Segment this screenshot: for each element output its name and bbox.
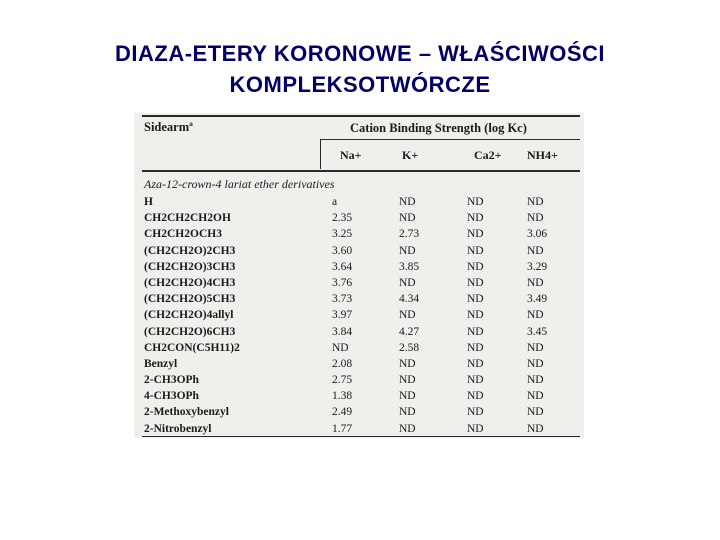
ca-value-cell: ND [467,244,484,257]
table-row [134,275,584,291]
k-value-cell: 3.85 [399,260,420,273]
slide-title-line-2: KOMPLEKSOTWÓRCZE [229,72,491,97]
k-value-cell: ND [399,212,416,225]
nh4-value-cell: ND [527,390,544,403]
k-value-cell: 4.27 [399,325,420,338]
table-body [134,194,584,437]
ca-value-cell: ND [467,390,484,403]
table-row [134,372,584,388]
sidearm-cell: CH2CH2CH2OH [144,212,231,225]
sidearm-cell: H [144,196,153,208]
section-heading: Aza-12-crown-4 lariat ether derivatives [144,177,335,191]
na-value-cell: 2.75 [332,374,353,387]
sidearm-cell: (CH2CH2O)3CH3 [144,260,236,273]
nh4-value-cell: ND [527,406,544,419]
nh4-value-cell: 3.45 [527,325,548,338]
nh4-value-cell: 3.29 [527,260,548,273]
na-value-cell: 3.97 [332,309,353,322]
ca-value-cell: ND [467,406,484,419]
na-value-cell: 1.38 [332,390,353,403]
na-value-cell: 2.35 [332,212,353,225]
column-header-nh4: NH4+ [527,148,558,162]
k-value-cell: ND [399,374,416,387]
k-value-cell: ND [399,244,416,257]
ca-value-cell: ND [467,422,484,435]
na-value-cell: 3.76 [332,276,353,289]
nh4-value-cell: ND [527,374,544,387]
nh4-value-cell: ND [527,357,544,370]
table-row [134,356,584,372]
table-row [134,340,584,356]
ca-value-cell: ND [467,228,484,241]
k-value-cell: ND [399,422,416,435]
slide-title [0,38,720,100]
sidearm-cell: 4-CH3OPh [144,390,199,403]
na-value-cell: 2.49 [332,406,353,419]
nh4-value-cell: ND [527,244,544,257]
na-value-cell: 2.08 [332,357,353,370]
sidearm-cell: 2-Nitrobenzyl [144,422,212,435]
table-row [134,404,584,420]
table-row [134,324,584,340]
table-row [134,388,584,404]
sidearm-cell: (CH2CH2O)5CH3 [144,293,236,306]
na-value-cell: 3.60 [332,244,353,257]
ca-value-cell: ND [467,260,484,273]
table-top-rule [142,115,580,117]
sidearm-cell: (CH2CH2O)4CH3 [144,276,236,289]
column-header-k: K+ [402,148,419,162]
nh4-value-cell: ND [527,341,544,354]
table-row [134,194,584,210]
na-value-cell: a [332,196,338,208]
nh4-value-cell: ND [527,196,544,208]
nh4-value-cell: 3.49 [527,293,548,306]
k-value-cell: ND [399,276,416,289]
ca-value-cell: ND [467,309,484,322]
table-row [134,307,584,323]
ca-value-cell: ND [467,196,484,208]
nh4-value-cell: ND [527,309,544,322]
ca-value-cell: ND [467,212,484,225]
sidearm-cell: (CH2CH2O)2CH3 [144,244,236,257]
sidearm-cell: 2-Methoxybenzyl [144,406,229,419]
k-value-cell: 2.73 [399,228,420,241]
na-value-cell: 1.77 [332,422,353,435]
table-row [134,243,584,259]
sidearm-cell: (CH2CH2O)6CH3 [144,325,236,338]
ca-value-cell: ND [467,276,484,289]
ca-value-cell: ND [467,293,484,306]
k-value-cell: ND [399,196,416,208]
ca-value-cell: ND [467,341,484,354]
column-header-ca: Ca2+ [474,148,502,162]
k-value-cell: ND [399,357,416,370]
slide-title-line-1: DIAZA-ETERY KORONOWE – WŁAŚCIWOŚCI [115,41,605,66]
k-value-cell: ND [399,406,416,419]
header-bottom-rule [142,170,580,172]
sidearm-cell: (CH2CH2O)4allyl [144,309,234,322]
sidearm-cell: CH2CON(C5H11)2 [144,341,240,354]
na-value-cell: 3.64 [332,260,353,273]
column-header-na: Na+ [340,148,362,162]
ca-value-cell: ND [467,325,484,338]
sidearm-cell: 2-CH3OPh [144,374,199,387]
table-row [134,421,584,437]
k-value-cell: 4.34 [399,293,420,306]
table-row [134,259,584,275]
k-value-cell: ND [399,390,416,403]
na-value-cell: ND [332,341,349,354]
k-value-cell: 2.58 [399,341,420,354]
ca-value-cell: ND [467,357,484,370]
sidearm-column-header: Sidearmª [144,120,193,134]
k-value-cell: ND [399,309,416,322]
table-row [134,210,584,226]
table-row [134,226,584,242]
binding-strength-header: Cation Binding Strength (log Kc) [350,121,527,135]
sidearm-cell: CH2CH2OCH3 [144,228,222,241]
group-header-rule [320,139,580,140]
table-bottom-rule [142,436,580,437]
nh4-value-cell: ND [527,422,544,435]
na-value-cell: 3.25 [332,228,353,241]
ca-value-cell: ND [467,374,484,387]
sidearm-cell: Benzyl [144,357,178,370]
na-value-cell: 3.84 [332,325,353,338]
nh4-value-cell: 3.06 [527,228,548,241]
nh4-value-cell: ND [527,276,544,289]
scanned-data-table [134,113,584,438]
nh4-value-cell: ND [527,212,544,225]
na-value-cell: 3.73 [332,293,353,306]
table-row [134,291,584,307]
column-divider [320,139,321,169]
